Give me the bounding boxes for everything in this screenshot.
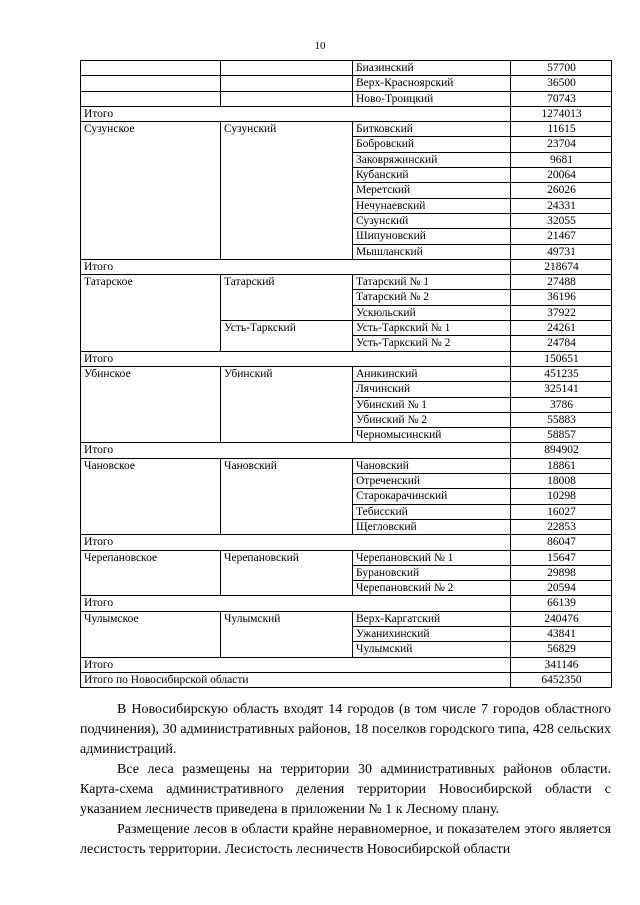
paragraph-forest-cover: Размещение лесов в области крайне неравномерное, и показателем этого является лесистость территории. Лесистость лесничеств Новосибирской области [80,822,611,857]
forestry-cell: Отреченский [353,474,511,489]
region-cell [81,76,221,91]
total-row [81,672,612,687]
area-cell: 55883 [511,412,612,427]
area-cell: 27488 [511,275,612,290]
total-value: 6452350 [511,672,612,687]
forestry-cell: Убинский № 1 [353,397,511,412]
total-value: 341146 [511,657,612,672]
forestry-cell: Щегловский [353,519,511,534]
area-cell: 23704 [511,137,612,152]
area-cell: 57700 [511,61,612,76]
total-label: Итого [81,106,511,121]
area-cell: 36196 [511,290,612,305]
total-value: 1274013 [511,106,612,121]
forestry-cell: Битковский [353,122,511,137]
table-row [81,61,612,76]
area-cell: 11615 [511,122,612,137]
area-cell: 10298 [511,489,612,504]
region-cell: Убинское [81,366,221,442]
area-cell: 9681 [511,152,612,167]
table-row [81,122,612,137]
total-label: Итого [81,596,511,611]
forestry-cell: Бурановский [353,565,511,580]
area-cell: 70743 [511,91,612,106]
total-row [81,259,612,274]
forestry-cell: Татарский № 1 [353,275,511,290]
forestry-cell: Усть-Таркский № 2 [353,336,511,351]
area-cell: 21467 [511,229,612,244]
table-row [81,611,612,626]
forestry-cell: Лячинский [353,382,511,397]
table-row [81,91,612,106]
district-cell [221,76,353,91]
area-cell: 24331 [511,198,612,213]
area-cell: 16027 [511,504,612,519]
area-cell: 325141 [511,382,612,397]
forestry-cell: Заковряжинский [353,152,511,167]
region-cell: Черепановское [81,550,221,596]
area-cell: 3786 [511,397,612,412]
forestry-cell: Кубанский [353,168,511,183]
paragraph-cities: В Новосибирскую область входят 14 городов (в том числе 7 городов областного подчинения), 30 административных районов, 18 поселков городского типа, 428 сельских администраций. [80,702,611,757]
forestry-cell: Мышланский [353,244,511,259]
forestry-cell: Черепановский № 2 [353,581,511,596]
total-row [81,657,612,672]
area-cell: 24784 [511,336,612,351]
region-cell: Татарское [81,275,221,351]
total-label: Итого [81,657,511,672]
forestry-cell: Бобровский [353,137,511,152]
region-cell [81,61,221,76]
area-cell: 18008 [511,474,612,489]
forestry-cell: Меретский [353,183,511,198]
district-cell [221,91,353,106]
district-cell: Черепановский [221,550,353,596]
total-row [81,106,612,121]
total-label: Итого [81,443,511,458]
forestry-table [80,60,612,688]
forestry-cell: Ужанихинский [353,626,511,641]
forestry-cell: Черномысинский [353,428,511,443]
forestry-cell: Убинский № 2 [353,412,511,427]
area-cell: 15647 [511,550,612,565]
total-value: 66139 [511,596,612,611]
total-label: Итого [81,259,511,274]
total-label: Итого по Новосибирской области [81,672,511,687]
region-cell: Чулымское [81,611,221,657]
forestry-cell: Черепановский № 1 [353,550,511,565]
table-row [81,76,612,91]
area-cell: 43841 [511,626,612,641]
area-cell: 26026 [511,183,612,198]
total-value: 150651 [511,351,612,366]
area-cell: 24261 [511,321,612,336]
area-cell: 18861 [511,458,612,473]
total-value: 218674 [511,259,612,274]
area-cell: 49731 [511,244,612,259]
total-row [81,443,612,458]
district-cell: Татарский [221,275,353,321]
forestry-cell: Чановский [353,458,511,473]
district-cell: Усть-Таркский [221,321,353,352]
forestry-cell: Ускюльский [353,305,511,320]
total-row [81,596,612,611]
forestry-cell: Нечунаевский [353,198,511,213]
area-cell: 56829 [511,642,612,657]
forestry-cell: Чулымский [353,642,511,657]
total-row [81,351,612,366]
area-cell: 58857 [511,428,612,443]
region-cell: Сузунское [81,122,221,260]
total-row [81,535,612,550]
total-label: Итого [81,535,511,550]
forestry-cell: Шипуновский [353,229,511,244]
forestry-cell: Биазинский [353,61,511,76]
district-cell: Убинский [221,366,353,442]
table-row [81,550,612,565]
table-row [81,458,612,473]
area-cell: 20064 [511,168,612,183]
area-cell: 36500 [511,76,612,91]
area-cell: 32055 [511,213,612,228]
forestry-cell: Ново-Троицкий [353,91,511,106]
area-cell: 29898 [511,565,612,580]
region-cell: Чановское [81,458,221,534]
district-cell [221,61,353,76]
forestry-cell: Старокарачинский [353,489,511,504]
area-cell: 20594 [511,581,612,596]
forestry-cell: Верх-Красноярский [353,76,511,91]
forestry-cell: Тебисский [353,504,511,519]
area-cell: 240476 [511,611,612,626]
total-label: Итого [81,351,511,366]
table-row [81,366,612,381]
forestry-cell: Усть-Таркский № 1 [353,321,511,336]
page-number: 10 [314,40,326,52]
district-cell: Чановский [221,458,353,534]
forestry-cell: Татарский № 2 [353,290,511,305]
forestry-cell: Аникинский [353,366,511,381]
region-cell [81,91,221,106]
paragraph-forests-placement: Все леса размещены на территории 30 административных районов области. Карта-схема административного деления территории Новосибирской области с указанием лесничеств приведена в приложении № 1 к Лесному плану. [80,762,611,817]
district-cell: Сузунский [221,122,353,260]
district-cell: Чулымский [221,611,353,657]
forestry-cell: Верх-Каргатский [353,611,511,626]
forestry-cell: Сузунский [353,213,511,228]
total-value: 86047 [511,535,612,550]
area-cell: 22853 [511,519,612,534]
total-value: 894902 [511,443,612,458]
area-cell: 451235 [511,366,612,381]
table-row [81,275,612,290]
area-cell: 37922 [511,305,612,320]
